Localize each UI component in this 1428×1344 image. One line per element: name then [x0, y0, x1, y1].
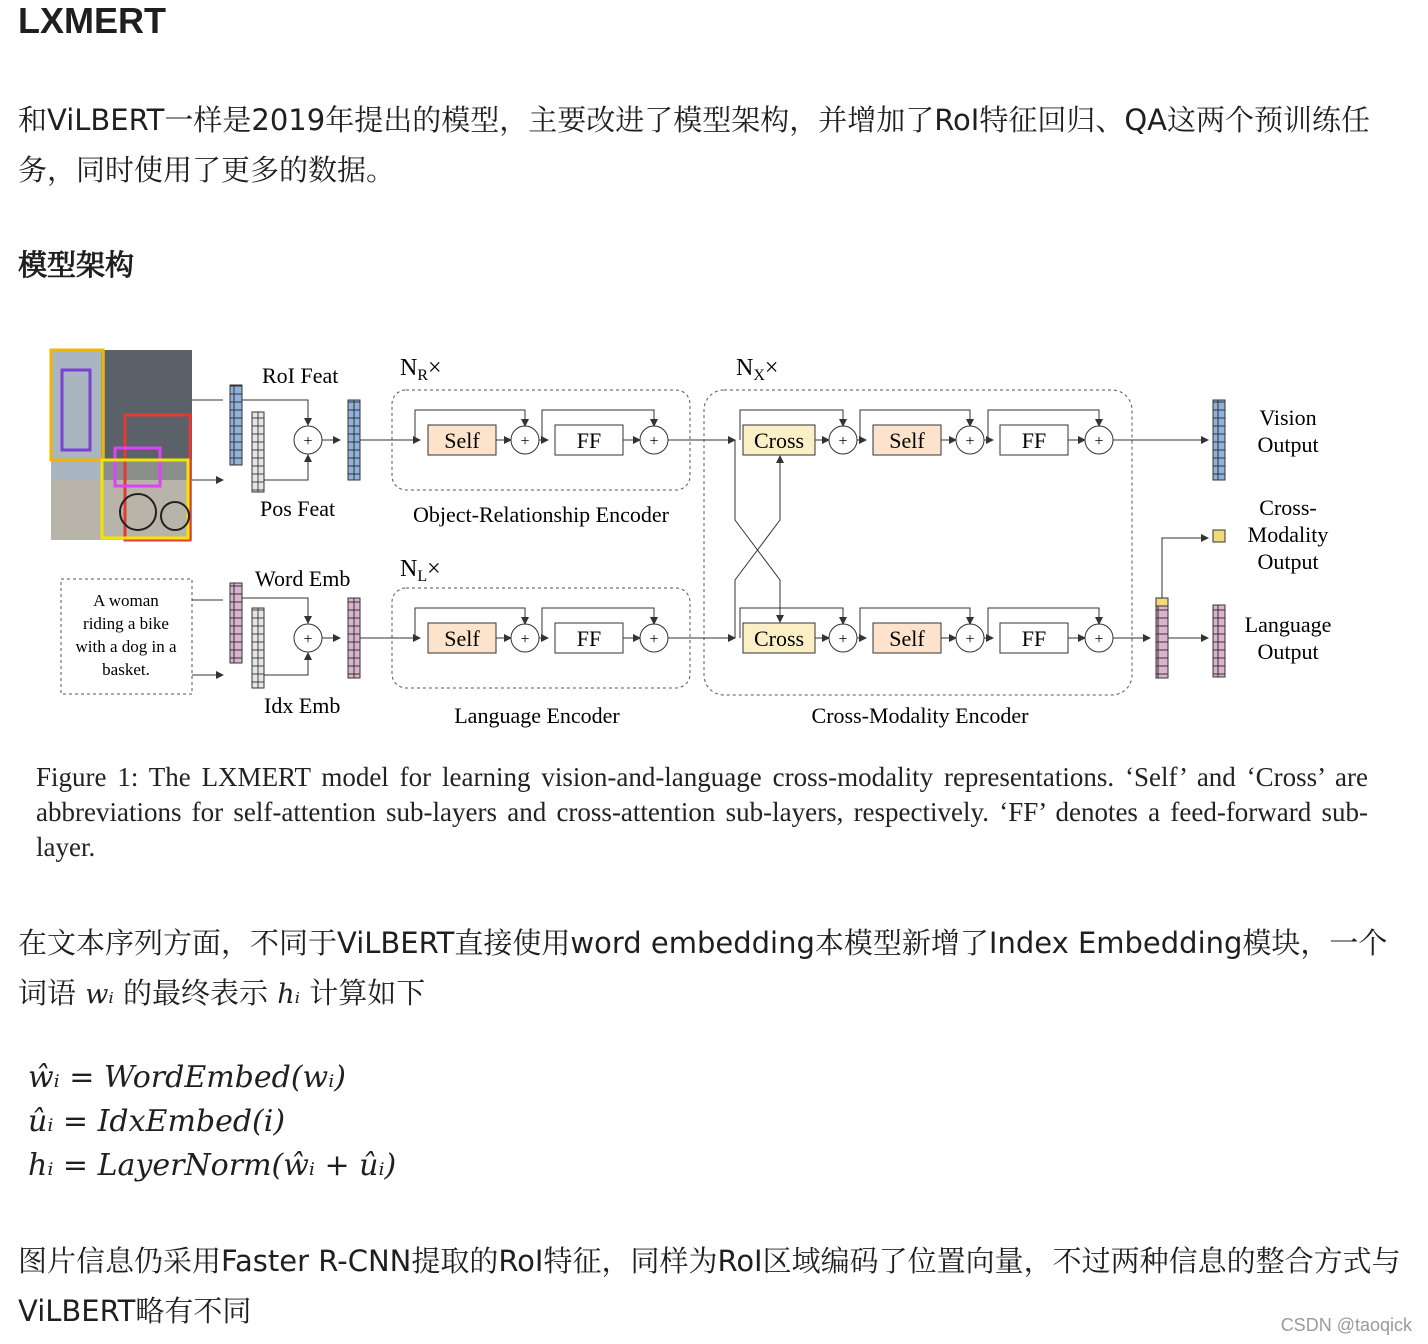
- page-title: LXMERT: [18, 0, 166, 41]
- section-heading: 模型架构: [18, 248, 135, 282]
- object-relationship-encoder-label: Object-Relationship Encoder: [413, 502, 669, 527]
- self-label: Self: [444, 428, 480, 453]
- vision-output-label-1: Vision: [1259, 405, 1317, 430]
- plus-sign: +: [1094, 433, 1104, 450]
- embedding-paragraph: [18, 918, 1408, 1020]
- idx-emb-vector: [252, 608, 264, 688]
- nl-label: $N_L\times$: [400, 556, 441, 585]
- embedding-text-b: 的最终表示: [123, 976, 269, 1010]
- nx-label: $N_X\times$: [736, 355, 779, 384]
- plus-sign: +: [649, 433, 659, 450]
- language-output-label-1: Language: [1244, 612, 1332, 637]
- input-image-icon: [51, 350, 192, 540]
- cross-modality-output-vector: [1213, 530, 1225, 542]
- cross-output-label-1: Cross-: [1259, 495, 1317, 520]
- vision-output-vector: [1213, 400, 1225, 480]
- embedding-text-a: 在文本序列方面，不同于ViLBERT直接使用word embedding本模型新增了Index Embedding模块，一个词语: [18, 926, 1388, 1010]
- equation-layer-norm: hᵢ = LayerNorm(ŵᵢ + ûᵢ): [28, 1148, 397, 1183]
- word-emb-vector: [230, 583, 242, 663]
- cross-output-label-3: Output: [1257, 549, 1319, 574]
- language-encoder-label: Language Encoder: [454, 703, 620, 728]
- self-label: Self: [889, 626, 925, 651]
- sentence-line-1: A woman: [93, 591, 159, 610]
- figure-caption: Figure 1: The LXMERT model for learning vision-and-language cross-modality representations. ‘Self’ and ‘Cross’ are abbreviations for self-attention sub-layers and cross-attention sub-layers, respectively. ‘FF’ denotes a feed-forward sub-layer.: [36, 762, 1368, 862]
- roi-paragraph: 图片信息仍采用Faster R-CNN提取的RoI特征，同样为RoI区域编码了位置向量，不过两种信息的整合方式与ViLBERT略有不同: [18, 1244, 1401, 1328]
- cls-token-cell: [1156, 598, 1168, 606]
- plus-sign: +: [838, 433, 848, 450]
- equation-idx-embed: ûᵢ = IdxEmbed(i): [28, 1104, 286, 1139]
- plus-sign: +: [838, 631, 848, 648]
- ff-label: FF: [1021, 626, 1047, 651]
- equation-word-embed: ŵᵢ = WordEmbed(wᵢ): [28, 1060, 346, 1095]
- language-embedding-vector: [348, 598, 360, 678]
- word-emb-label: Word Emb: [255, 566, 351, 591]
- roi-feature-vector: [230, 385, 242, 465]
- plus-sign: +: [520, 433, 530, 450]
- math-h-i: hᵢ: [277, 979, 301, 1010]
- sentence-line-4: basket.: [102, 660, 150, 679]
- vision-embedding-vector: [348, 400, 360, 480]
- language-output-label-2: Output: [1257, 639, 1319, 664]
- plus-sign: +: [303, 433, 313, 450]
- pos-feature-vector: [252, 412, 264, 492]
- ff-label: FF: [576, 626, 602, 651]
- intro-paragraph: 和ViLBERT一样是2019年提出的模型，主要改进了模型架构，并增加了RoI特征回归、QA这两个预训练任务，同时使用了更多的数据。: [18, 103, 1370, 187]
- nr-label: $N_R\times$: [400, 355, 442, 384]
- cross-label: Cross: [753, 428, 805, 453]
- cross-label: Cross: [753, 626, 805, 651]
- plus-sign: +: [965, 631, 975, 648]
- self-label: Self: [889, 428, 925, 453]
- watermark: CSDN @taoqick: [1280, 1315, 1412, 1335]
- cross-modality-encoder-label: Cross-Modality Encoder: [811, 703, 1029, 728]
- plus-sign: +: [520, 631, 530, 648]
- math-w-i: wᵢ: [85, 979, 114, 1010]
- embedding-text-c: 计算如下: [309, 976, 426, 1010]
- language-output-vector: [1213, 605, 1225, 677]
- pos-feat-label: Pos Feat: [260, 496, 336, 521]
- architecture-diagram: [30, 330, 1400, 760]
- plus-sign: +: [649, 631, 659, 648]
- self-label: Self: [444, 626, 480, 651]
- sentence-line-3: with a dog in a: [75, 637, 177, 656]
- cross-output-label-2: Modality: [1247, 522, 1329, 547]
- sentence-line-2: riding a bike: [83, 614, 169, 633]
- plus-sign: +: [1094, 631, 1104, 648]
- vision-output-label-2: Output: [1257, 432, 1319, 457]
- plus-sign: +: [965, 433, 975, 450]
- ff-label: FF: [1021, 428, 1047, 453]
- ff-label: FF: [576, 428, 602, 453]
- language-hidden-vector: [1156, 598, 1168, 678]
- plus-sign: +: [303, 631, 313, 648]
- roi-feat-label: RoI Feat: [262, 363, 339, 388]
- idx-emb-label: Idx Emb: [264, 693, 341, 718]
